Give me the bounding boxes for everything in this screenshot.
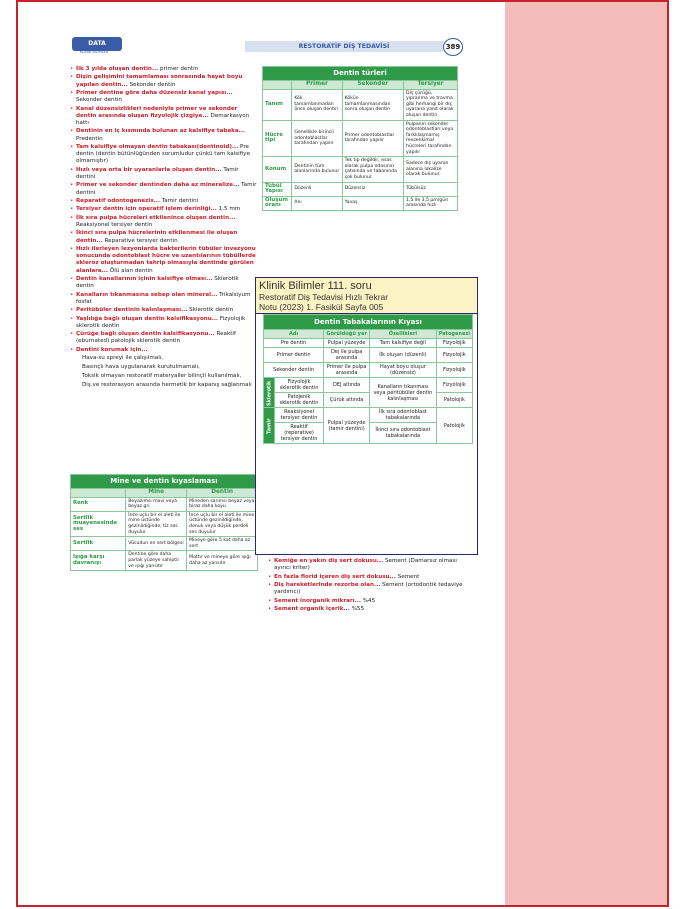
table-row [263, 89, 458, 120]
bullet-term: Hızlı ilerleyen lezyonlarda bakterilerin tübüler invazyonu sonucunda odontoblast hücre ve uzantılarının tübüllerde skleroz oluşturmadan tahrip olmasıyla dentinde görülen alanlara... [76, 245, 256, 274]
row-label: Tübül Yapısı [263, 182, 292, 196]
dentin-layers-table [263, 314, 473, 444]
bullet-term: Kanalların tıkanmasına sebep olan mineral... [76, 291, 218, 298]
row-label: Işığa karşı davranışı [71, 551, 126, 571]
bullet-answer: Tamir dentini [76, 182, 257, 196]
table-cell: Sadece dış uyaran alanına lokalize olarak bulunur. [404, 157, 458, 182]
table-cell: İnce uçlu bir el aleti ile mine üstünde gezinildiğinde, donuk veya düşük perdeli ses duyulur [187, 511, 258, 536]
bullet-term: Diş hareketlerinde rezorbe olan... [274, 581, 381, 588]
bullet-answer: Reparative tersiyer dentin [102, 237, 178, 244]
table-cell: Tam kalsifiye değil [370, 339, 437, 348]
table-cell: İlk sıra odontoblast tabakalarında [370, 408, 437, 423]
bullet-item [268, 574, 463, 581]
enamel-dentin-table [70, 474, 258, 571]
bullet-term: Kemiğe en yakın diş sert dokusu... [274, 558, 384, 564]
table-cell: Yavaş [342, 196, 403, 210]
bullet-item [70, 246, 258, 275]
table-cell: İnce uçlu bir el aleti ile mine üstünde gezinildiğinde, tiz ses duyulur [126, 511, 187, 536]
brand-subtitle: KLİNİK BİLİMLER [80, 50, 109, 54]
table-cell: Genellikle birincil odontoblastlar tarafından yapılır [292, 120, 342, 157]
table-cell: Pulpal yüzeyde [324, 339, 370, 348]
bullet-item [70, 90, 258, 104]
bullet-answer: Reaksiyonel tersiyer dentin [76, 221, 153, 228]
sub-bullet-item: Toksik olmayan restoratif materyaller bilinçli kullanılmalı, [82, 373, 242, 380]
bullet-answer: %55 [349, 605, 365, 612]
sub-bullet-item: Diş ve restorasyon arasında hermetik bir kapanış sağlanmalı [82, 382, 252, 389]
bullet-answer: Sklerotik dentin [76, 275, 239, 290]
bullet-answer: Tamir dentini [76, 166, 239, 180]
bullet-answer: Reaktif (eburnated) patolojik sklerotik dentin [76, 331, 236, 345]
bullet-answer: Pre dentin (dentin bütünlüğünden sorumludur çünkü tam kalsifiye olmamıştır) [76, 143, 251, 165]
sub-bullet-item: Hava-su spreyi ile çalışılmalı, [82, 355, 164, 362]
bullet-item [70, 292, 258, 306]
bullet-answer: Sklerotik dentin [187, 307, 234, 314]
column-header: Dentin [187, 489, 258, 498]
bullet-term: Yaşlılığa bağlı oluşan dentin kalsifikasyonu... [76, 315, 219, 322]
brand-logo: DATA [72, 37, 122, 51]
row-label: Sertlik [71, 537, 126, 551]
bullet-answer: Demarkasyon hattı [76, 112, 250, 126]
bullet-answer: %45 [360, 597, 376, 604]
row-label: Renk [71, 497, 126, 511]
after-bullet-list [268, 558, 463, 614]
table-cell: Diş çürüğü, yıpranma ve travma gibi herhangi bir dış uyarana yanıt olarak oluşan dentin [404, 89, 458, 120]
row-label: Tanım [263, 89, 292, 120]
table-cell: Primer ile pulpa arasında [324, 363, 370, 378]
sub-bullet-item: Basınçlı hava uygulanarak kurutulmamalı, [82, 364, 200, 371]
table-cell: Vücudun en sert bölgesi [126, 537, 187, 551]
table-cell: Dentinin tüm alanlarında bulunur [292, 157, 342, 182]
bullet-answer: Sement [395, 573, 420, 580]
section-title: RESTORATİF DİŞ TEDAVİSİ [245, 41, 443, 52]
bullet-answer: Tamir dentini [160, 197, 199, 204]
side-margin [505, 2, 667, 905]
table-cell: Kökün tamamlanmasından sonra oluşan dentin [342, 89, 403, 120]
bullet-item [70, 276, 258, 290]
column-header [263, 81, 292, 90]
source-note [256, 278, 477, 314]
table-cell: Dentine göre daha parlak yüzeye sahiptir ve ışığı yansıtır [126, 551, 187, 571]
table-cell: Düzensiz [342, 182, 403, 196]
bullet-item [70, 206, 258, 213]
bullet-item [268, 582, 463, 596]
table-cell: Fizyolojik [436, 339, 472, 348]
column-header: Adı [264, 330, 324, 339]
bullet-term: Peritübüler dentinin kalınlaşması... [76, 307, 188, 314]
bullet-term: Tam kalsifiye olmayan dentin tabakası(dentinoid)... [76, 143, 239, 150]
bullet-term: Dentini korumak için... [76, 346, 148, 353]
table-cell: Mattır ve mineye göre ışığı daha az yansıtır [187, 551, 258, 571]
column-header [71, 489, 126, 498]
table-cell: Fizyolojik [436, 378, 472, 393]
row-label: Sertlik muayenesinde ses [71, 511, 126, 536]
bullet-item [70, 230, 258, 244]
table-cell: Tek tip değildir, esas olarak pulpa odasının çatısında ve tabanında çok bulunur [342, 157, 403, 182]
table-title: Mine ve dentin kıyaslaması [71, 475, 258, 489]
row-label: Oluşum oranı [263, 196, 292, 210]
bullet-term: Dişin gelişimini tamamlaması sonrasında hayat boyu yapılan dentin... [76, 74, 243, 88]
table-cell: Beyazımsı mavi veya beyaz gri [126, 497, 187, 511]
bullet-item [70, 106, 258, 128]
table-cell: Tübülsüz [404, 182, 458, 196]
source-line-3: Notu (2023) 1. Fasikül Sayfa 005 [259, 302, 384, 312]
bullet-term: Primer ve sekonder dentinden daha az mineralize... [76, 182, 240, 189]
row-label: Hücre tipi [263, 120, 292, 157]
bullet-answer: Trikalsiyum fosfat [76, 291, 251, 305]
table-row [263, 182, 458, 196]
table-row [71, 551, 258, 571]
bullet-item [70, 307, 258, 314]
table-cell: Patolojik [436, 393, 472, 408]
page-number: 389 [443, 38, 463, 56]
bullet-item [70, 198, 258, 205]
table-cell: Çürük altında [324, 393, 370, 408]
bullet-list [70, 66, 258, 391]
table-row [71, 511, 258, 536]
group-label-tamir: Tamir [264, 408, 275, 444]
row-label: Konum [263, 157, 292, 182]
bullet-item [70, 316, 258, 330]
bullet-answer: Predentin [76, 135, 103, 142]
table-cell: Primer odontoblastlar tarafından yapılır [342, 120, 403, 157]
bullet-term: Reparatif odontogenezis... [76, 197, 161, 204]
bullet-term: Sement inorganik mikrarı... [274, 597, 361, 604]
table-cell: Patojenik sklerotik dentin [275, 393, 324, 408]
bullet-term: En fazla florid içeren diş sert dokusu... [274, 573, 396, 580]
table-row [263, 120, 458, 157]
table-cell: Fizyolojik [436, 348, 472, 363]
bullet-answer: Sement (ortodontik tedaviye yardımcı) [274, 581, 463, 596]
bullet-term: Kanal düzensizlikleri nedeniyle primer ve sekonder dentin arasında oluşan fizyolojik çizgiye... [76, 105, 238, 119]
bullet-answer: Sekonder dentin [127, 81, 176, 88]
bullet-item [70, 66, 258, 73]
table-cell: Patolojik [436, 408, 472, 444]
column-header: Patogenezi [436, 330, 472, 339]
bullet-term: Primer dentine göre daha düzensiz kanal yapısı... [76, 89, 233, 96]
table-cell: Reaksiyonel tersiyer dentin [275, 408, 324, 423]
table-title: Dentin Tabakalarının Kıyası [264, 315, 473, 330]
column-header: Mine [126, 489, 187, 498]
table-cell: Kök tamamlanmadan önce oluşan dentin [292, 89, 342, 120]
table-row [71, 497, 258, 511]
bullet-item [268, 558, 463, 572]
bullet-term: İkinci sıra pulpa hücrelerinin etkilenmesi ile oluşan dentin... [76, 230, 238, 244]
column-header: Primer [292, 81, 342, 90]
bullet-answer: primer dentin [158, 66, 199, 72]
bullet-answer: Fizyolojik sklerotik dentin [76, 315, 246, 329]
table-cell: İkinci sıra odontoblast tabakalarında [370, 423, 437, 444]
bullet-item [268, 606, 463, 613]
table-cell: Dej ile pulpa arasında [324, 348, 370, 363]
bullet-item [70, 167, 258, 181]
bullet-term: Tersiyer dentin için operatif işlem derinliği... [76, 206, 217, 213]
bullet-term: İlk 3 yılda oluşan dentin... [76, 66, 159, 72]
bullet-item [70, 331, 258, 345]
bullet-answer: Sement (Damarsız olması ayırıcı kriter) [274, 558, 457, 572]
bullet-answer: Sekonder dentin [76, 97, 122, 104]
bullet-item [70, 144, 258, 166]
group-label-sklerotik: Sklerotik [264, 378, 275, 408]
bullet-term: Hızlı veya orta bir uyaranlarla oluşan dentin... [76, 166, 222, 173]
bullet-item [70, 128, 258, 142]
table-cell: Primer dentin [264, 348, 324, 363]
table-cell: Reaktif (reperative) tersiyer dentin [275, 423, 324, 444]
bullet-term: Sement organik içerik... [274, 605, 350, 612]
table-title: Dentin türleri [263, 67, 458, 81]
table-cell: İlk oluşan (düzenli) [370, 348, 437, 363]
column-header: Sekonder [342, 81, 403, 90]
table-cell: Pulpal yüzeyde (tamir dentini) [324, 408, 370, 444]
column-header: Görüldüğü yer [324, 330, 370, 339]
source-line-1: Klinik Bilimler 111. soru [259, 280, 372, 292]
table-cell: Mineye göre 5 kat daha az sert [187, 537, 258, 551]
bullet-term: Çürüğe bağlı oluşan dentin kalsifikasyonu... [76, 331, 215, 338]
table-cell: Kanalların tıkanması veya peritübüler dentin kalınlaşması [370, 378, 437, 408]
table-cell: Hayat boyu oluşur (düzensiz) [370, 363, 437, 378]
column-header: Tersiyer [404, 81, 458, 90]
bullet-item [70, 215, 258, 229]
source-overlay [255, 277, 478, 555]
column-header: Özellikleri [370, 330, 437, 339]
bullet-answer: Ölü alan dentin [108, 267, 153, 274]
dentin-types-table [262, 66, 458, 211]
table-cell: 1,5 ile 3,5 μm/gün arasında hızlı [404, 196, 458, 210]
bullet-term: İlk sıra pulpa hücreleri etkilenince oluşan dentin... [76, 214, 236, 221]
bullet-item [70, 182, 258, 196]
source-line-2: Restoratif Diş Tedavisi Hızlı Tekrar [259, 292, 389, 302]
table-cell: Pulpanın sekonder odontoblastları veya farklılaşmamış mezenkimal hücreleri tarafından yapılır [404, 120, 458, 157]
bullet-item [70, 74, 258, 88]
table-cell: Pre dentin [264, 339, 324, 348]
table-cell: Sekonder dentin [264, 363, 324, 378]
bullet-item [70, 347, 258, 354]
table-row [264, 339, 473, 348]
table-row [71, 537, 258, 551]
table-row [264, 363, 473, 378]
table-cell: DEJ altında [324, 378, 370, 393]
table-cell: Mineden sarımsı beyaz veya biraz daha koyu [187, 497, 258, 511]
table-row [264, 348, 473, 363]
bullet-term: Dentinin en iç kısmında bulunan az kalsifiye tabaka... [76, 128, 246, 135]
bullet-answer: 1,5 mm [216, 206, 241, 213]
table-cell: Anı [292, 196, 342, 210]
table-cell: Fizyolojik sklerotik dentin [275, 378, 324, 393]
table-cell: Fizyolojik [436, 363, 472, 378]
bullet-term: Dentin kanallarının içinin kalsifiye olması... [76, 275, 213, 282]
table-row [263, 157, 458, 182]
table-cell: Düzenli [292, 182, 342, 196]
bullet-item [268, 598, 463, 605]
table-row [263, 196, 458, 210]
